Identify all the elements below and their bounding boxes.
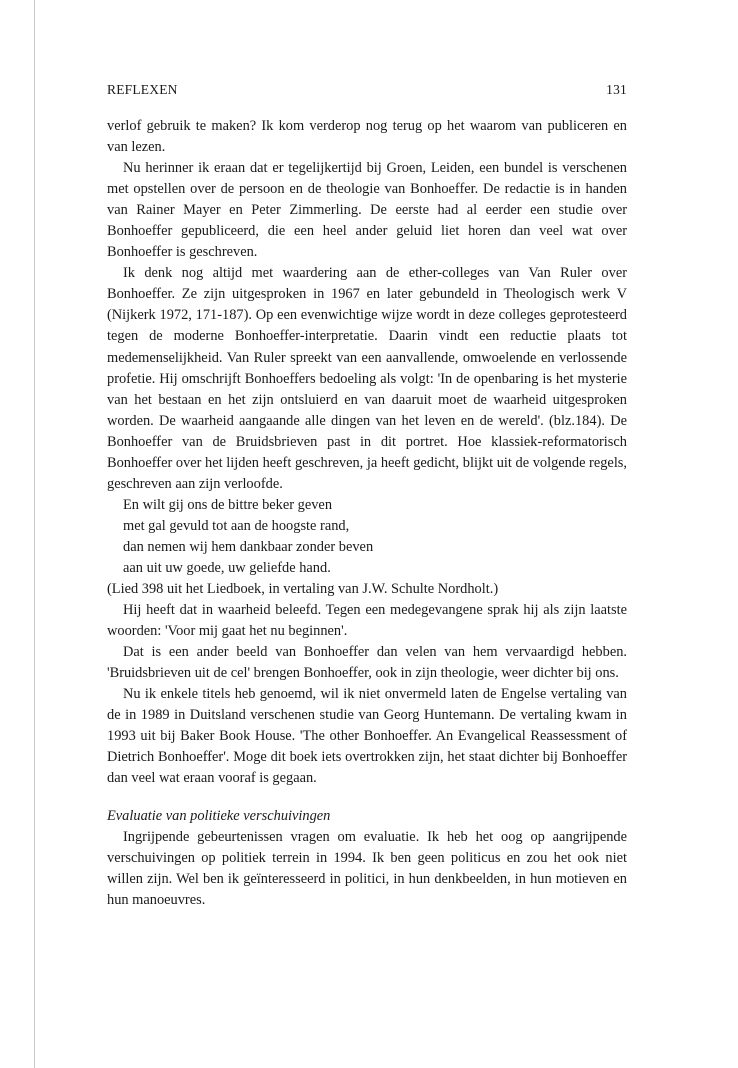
poem-line: aan uit uw goede, uw geliefde hand.: [123, 559, 331, 576]
poem-source: (Lied 398 uit het Liedboek, in vertaling van J.W. Schulte Nordholt.): [107, 581, 499, 598]
paragraph: Dat is een ander beeld van Bonhoeffer dan velen van hem vervaardigd hebben. 'Bruidsbrieven uit de cel' brengen Bonhoeffer, ook in zijn theologie, weer dichter bij ons.: [107, 644, 627, 682]
paragraph-continued: verlof gebruik te maken? Ik kom verderop nog terug op het waarom van publiceren en van lezen.: [107, 118, 627, 156]
page-number: 131: [606, 82, 627, 97]
section-heading: Evaluatie van politieke verschuivingen: [107, 807, 331, 824]
poem: [107, 495, 627, 579]
running-header: [107, 82, 627, 98]
paragraph: Hij heeft dat in waarheid beleefd. Tegen een medegevangene sprak hij als zijn laatste woorden: 'Voor mij gaat het nu beginnen'.: [107, 602, 627, 640]
poem-line: met gal gevuld tot aan de hoogste rand,: [123, 517, 350, 534]
paragraph: Nu herinner ik eraan dat er tegelijkertijd bij Groen, Leiden, een bundel is verschenen met opstellen over de persoon en de theologie van Bonhoeffer. De redactie is in handen van Rainer Mayer en Peter Zimmerling. De eerste had al eerder een studie over Bonhoeffer gepubliceerd, die een heel ander geluid liet horen dan veel wat over Bonhoeffer is geschreven.: [107, 160, 627, 261]
section-paragraph: Ingrijpende gebeurtenissen vragen om evaluatie. Ik heb het oog op aangrijpende verschuivingen op politiek terrein in 1994. Ik ben geen politicus en zou het ook niet willen zijn. Wel ben ik geïnteresseerd in politici, in hun denkbeelden, in hun motieven en hun manoeuvres.: [107, 828, 627, 908]
poem-line: dan nemen wij hem dankbaar zonder beven: [123, 538, 374, 555]
page-body: [107, 116, 627, 911]
paragraph: Nu ik enkele titels heb genoemd, wil ik niet onvermeld laten de Engelse vertaling van de in 1989 in Duitsland verschenen studie van Georg Huntemann. De vertaling kwam in 1993 uit bij Baker Book House. 'The other Bonhoeffer. An Evangelical Reassessment of Dietrich Bonhoeffer'. Moge dit boek iets overtrokken zijn, het staat dichter bij Bonhoeffer dan veel wat eraan vooraf is gegaan.: [107, 686, 627, 787]
paragraph: Ik denk nog altijd met waardering aan de ether-colleges van Van Ruler over Bonhoeffer. Ze zijn uitgesproken in 1967 en later gebundeld in Theologisch werk V (Nijkerk 1972, 171-187). Op een evenwichtige wijze wordt in deze colleges geprotesteerd tegen de moderne Bonhoeffer-interpretatie. Daarin vindt een reductie plaats tot medemenselijkheid. Van Ruler spreekt van een aanvallende, omwoelende en verlossende profetie. Hij omschrijft Bonhoeffers bedoeling als volgt: 'In de openbaring is het mysterie van het bestaan en het zijn ontsluierd en van daaruit moet de waarheid uitgesproken worden. De waarheid aangaande alle dingen van het leven en de wereld'. (blz.184). De Bonhoeffer van de Bruidsbrieven past in dit portret. Hoe klassiek-reformatorisch Bonhoeffer over het lijden heeft geschreven, ja heeft gedicht, blijkt uit de volgende regels, geschreven aan zijn verloofde.: [107, 265, 628, 492]
poem-line: En wilt gij ons de bittre beker geven: [123, 496, 333, 513]
page-edge-line: [34, 0, 35, 1068]
running-title: REFLEXEN: [107, 82, 178, 97]
